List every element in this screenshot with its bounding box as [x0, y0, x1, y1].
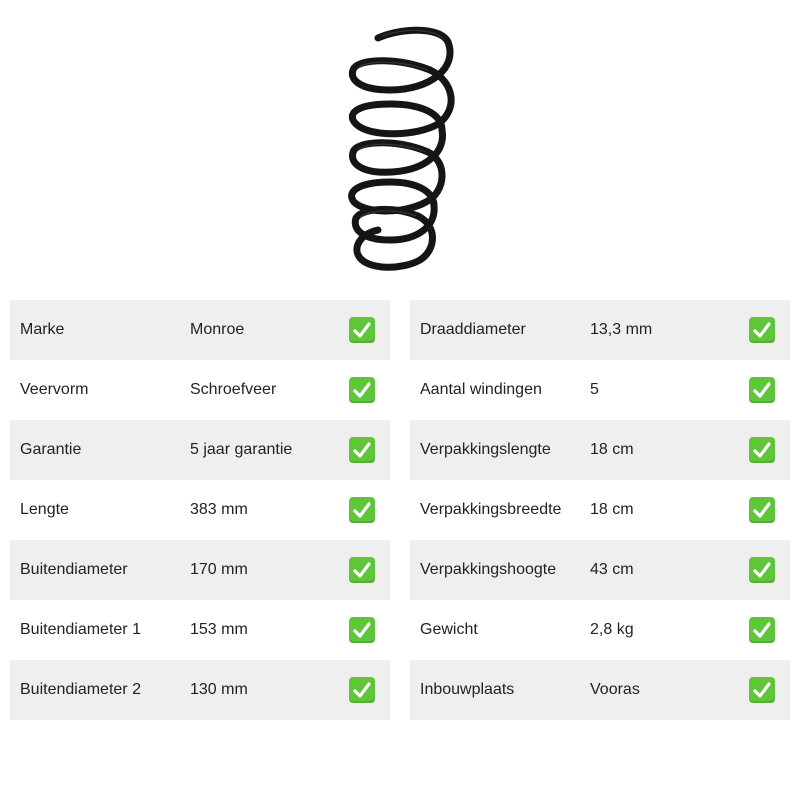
spec-row-lengte: [10, 480, 390, 540]
spec-label: Buitendiameter 1: [20, 621, 141, 638]
spec-row-aantal-windingen: [410, 360, 790, 420]
check-icon: [349, 677, 375, 703]
spec-label: Gewicht: [420, 621, 478, 638]
spec-label: Buitendiameter 2: [20, 681, 141, 698]
check-icon: [749, 377, 775, 403]
spec-label: Buitendiameter: [20, 561, 128, 578]
spec-value: 153 mm: [190, 621, 248, 638]
spec-row-inbouwplaats: [410, 660, 790, 720]
spec-value: 13,3 mm: [590, 321, 653, 338]
spec-label: Verpakkingslengte: [420, 441, 551, 458]
spec-value: Monroe: [190, 321, 245, 338]
spec-label: Aantal windingen: [420, 381, 542, 398]
spec-row-buitendiameter-1: [10, 600, 390, 660]
spec-row-gewicht: [410, 600, 790, 660]
check-icon: [349, 317, 375, 343]
spec-row-draaddiameter: [410, 300, 790, 360]
spec-row-marke: [10, 300, 390, 360]
spec-value: 18 cm: [590, 441, 634, 458]
check-icon: [349, 377, 375, 403]
spec-value: Schroefveer: [190, 381, 277, 398]
coil-spring-image: [330, 20, 470, 280]
spec-row-buitendiameter: [10, 540, 390, 600]
spec-table-left: [10, 300, 390, 720]
spec-label: Verpakkingsbreedte: [420, 501, 562, 518]
spec-row-buitendiameter-2: [10, 660, 390, 720]
spec-table-right: [410, 300, 790, 720]
spec-value: 2,8 kg: [590, 621, 634, 638]
spec-label: Draaddiameter: [420, 321, 526, 338]
spec-label: Garantie: [20, 441, 82, 458]
spec-row-veervorm: [10, 360, 390, 420]
check-icon: [749, 677, 775, 703]
check-icon: [749, 557, 775, 583]
spec-row-verpakkingsbreedte: [410, 480, 790, 540]
spec-value: 43 cm: [590, 561, 634, 578]
spec-value: 130 mm: [190, 681, 248, 698]
spec-label: Marke: [20, 321, 65, 338]
check-icon: [749, 617, 775, 643]
check-icon: [749, 437, 775, 463]
spec-label: Lengte: [20, 501, 69, 518]
spec-row-garantie: [10, 420, 390, 480]
check-icon: [349, 617, 375, 643]
spec-value: 170 mm: [190, 561, 248, 578]
check-icon: [749, 317, 775, 343]
spec-label: Verpakkingshoogte: [420, 561, 557, 578]
spec-row-verpakkingslengte: [410, 420, 790, 480]
check-icon: [349, 557, 375, 583]
spec-value: Vooras: [590, 681, 640, 698]
spec-value: 5: [590, 381, 599, 398]
check-icon: [749, 497, 775, 523]
spec-row-verpakkingshoogte: [410, 540, 790, 600]
spec-value: 5 jaar garantie: [190, 441, 293, 458]
spec-label: Inbouwplaats: [420, 681, 515, 698]
spec-value: 383 mm: [190, 501, 248, 518]
spec-label: Veervorm: [20, 381, 89, 398]
check-icon: [349, 437, 375, 463]
spec-value: 18 cm: [590, 501, 634, 518]
check-icon: [349, 497, 375, 523]
